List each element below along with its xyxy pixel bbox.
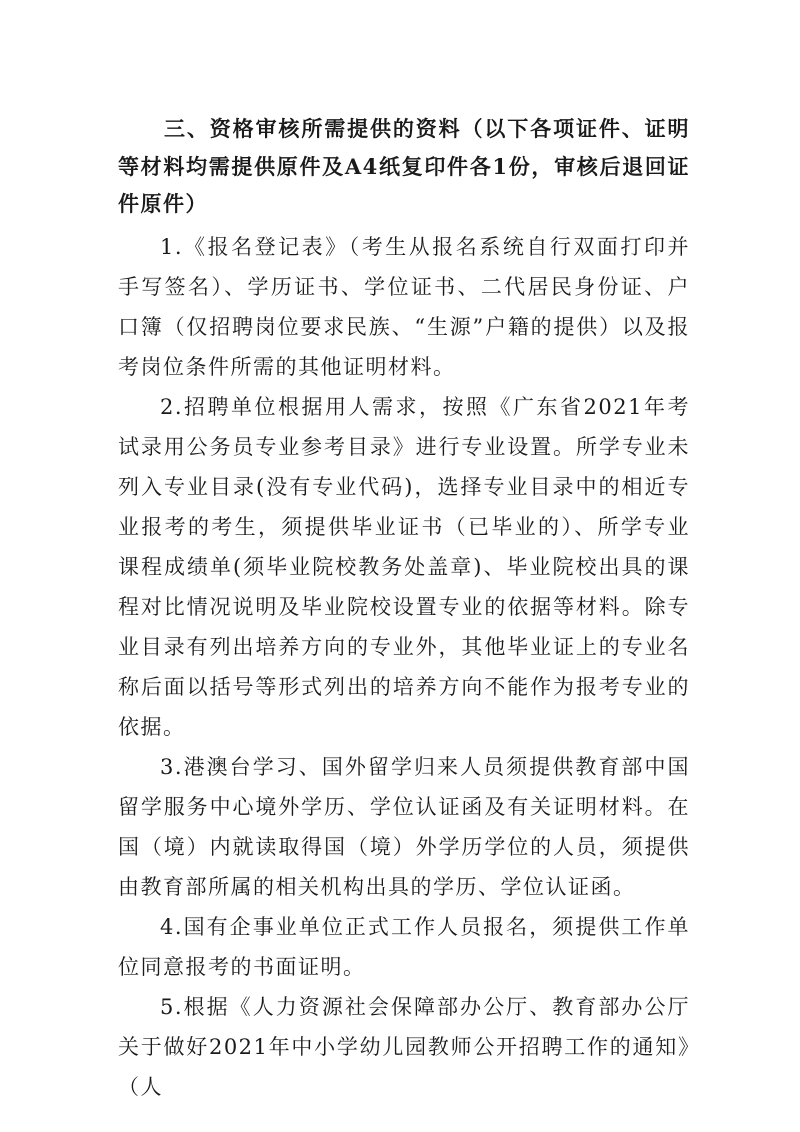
paragraph-item-3: 3.港澳台学习、国外留学归来人员须提供教育部中国留学服务中心境外学历、学位认证函及有关证明材料。在国（境）内就读取得国（境）外学历学位的人员，须提供由教育部所属的相关机构出具的学历、学位认证函。 [118,754,690,899]
paragraph-item-1: 1.《报名登记表》（考生从报名系统自行双面打印并手写签名）、学历证书、学位证书、二代居民身份证、户口簿（仅招聘岗位要求民族、“生源”户籍的提供）以及报考岗位条件所需的其他证明材料。 [118,234,690,379]
document-body [118,110,690,1107]
paragraph-item-4: 4.国有企事业单位正式工作人员报名，须提供工作单位同意报考的书面证明。 [118,914,690,979]
paragraph-item-5: 5.根据《人力资源社会保障部办公厅、教育部办公厅关于做好2021年中小学幼儿园教师公开招聘工作的通知》（人 [118,994,690,1099]
section-heading: 三、资格审核所需提供的资料（以下各项证件、证明等材料均需提供原件及A4纸复印件各1份，审核后退回证件原件） [118,116,690,216]
paragraph-item-2: 2.招聘单位根据用人需求，按照《广东省2021年考试录用公务员专业参考目录》进行专业设置。所学专业未列入专业目录(没有专业代码)，选择专业目录中的相近专业报考的考生，须提供毕业证书（已毕业的）、所学专业课程成绩单(须毕业院校教务处盖章)、毕业院校出具的课程对比情况说明及毕业院校设置专业的依据等材料。除专业目录有列出培养方向的专业外，其他毕业证上的专业名称后面以括号等形式列出的培养方向不能作为报考专业的依据。 [118,394,690,739]
